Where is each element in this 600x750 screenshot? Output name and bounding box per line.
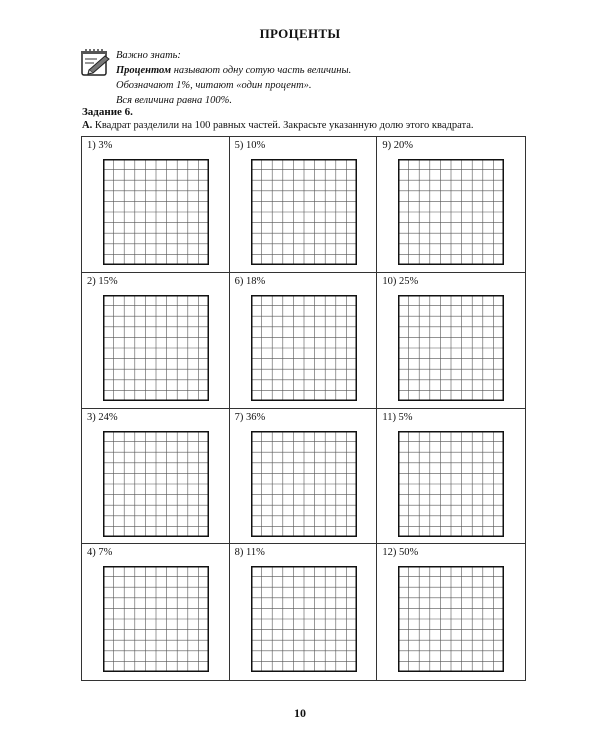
- exercise-label: 5) 10%: [234, 140, 266, 151]
- grid-lines: [251, 566, 357, 672]
- grid-lines: [103, 431, 209, 537]
- exercise-label: 6) 18%: [234, 275, 266, 287]
- info-heading: Важно знать:: [116, 50, 181, 61]
- page-title: ПРОЦЕНТЫ: [259, 26, 341, 41]
- exercise-label: 11) 5%: [382, 411, 413, 423]
- info-box: [116, 48, 351, 108]
- grid-lines: [398, 431, 504, 537]
- hundred-square-grid[interactable]: [398, 159, 504, 265]
- hundred-square-grid[interactable]: [103, 431, 209, 537]
- exercise-label: 4) 7%: [87, 547, 113, 559]
- exercise-label: 2) 15%: [87, 275, 118, 287]
- info-definition: [116, 63, 351, 78]
- exercise-cell: [82, 409, 230, 545]
- grid-lines: [398, 295, 504, 401]
- grid-lines: [398, 566, 504, 672]
- exercise-label: 9) 20%: [382, 140, 413, 151]
- grid-lines: [103, 159, 209, 265]
- grid-lines: [398, 159, 504, 265]
- hundred-square-grid[interactable]: [103, 159, 209, 265]
- hundred-square-grid[interactable]: [398, 566, 504, 672]
- exercise-cell: [377, 544, 525, 680]
- hundred-square-grid[interactable]: [103, 566, 209, 672]
- exercise-label: 1) 3%: [87, 140, 113, 151]
- exercise-label: 10) 25%: [382, 275, 419, 287]
- task-instruction: [82, 120, 473, 131]
- exercise-cell: [230, 273, 378, 409]
- exercise-cell: [377, 273, 525, 409]
- hundred-square-grid[interactable]: [103, 295, 209, 401]
- exercise-cell: [82, 137, 230, 273]
- hundred-square-grid[interactable]: [398, 295, 504, 401]
- notebook-pencil-icon: [80, 47, 112, 77]
- exercise-cell: [230, 544, 378, 680]
- exercise-cell: [230, 409, 378, 545]
- hundred-square-grid[interactable]: [251, 295, 357, 401]
- task-instruction-text: Квадрат разделили на 100 равных частей. Закрасьте указанную долю этого квадрата.: [92, 120, 474, 131]
- exercise-cell: [377, 137, 525, 273]
- exercise-cell: [82, 273, 230, 409]
- exercise-label: 8) 11%: [234, 547, 265, 559]
- exercise-table: [81, 136, 526, 681]
- hundred-square-grid[interactable]: [398, 431, 504, 537]
- exercise-cell: [230, 137, 378, 273]
- exercise-label: 12) 50%: [382, 547, 419, 559]
- hundred-square-grid[interactable]: [251, 431, 357, 537]
- task-letter: А.: [82, 120, 93, 131]
- hundred-square-grid[interactable]: [251, 159, 357, 265]
- info-term: Процентом: [116, 65, 172, 76]
- exercise-label: 3) 24%: [87, 411, 118, 423]
- grid-lines: [251, 159, 357, 265]
- hundred-square-grid[interactable]: [251, 566, 357, 672]
- grid-lines: [251, 295, 357, 401]
- task-heading: Задание 6.: [82, 106, 133, 118]
- page-number: 10: [294, 706, 306, 720]
- grid-lines: [251, 431, 357, 537]
- exercise-cell: [377, 409, 525, 545]
- exercise-label: 7) 36%: [234, 411, 266, 423]
- info-notation: Обозначают 1%, читают «один процент».: [116, 80, 312, 91]
- exercise-cell: [82, 544, 230, 680]
- info-definition-rest: называют одну сотую часть величины.: [171, 65, 352, 76]
- info-whole: Вся величина равна 100%.: [116, 95, 232, 106]
- grid-lines: [103, 566, 209, 672]
- grid-lines: [103, 295, 209, 401]
